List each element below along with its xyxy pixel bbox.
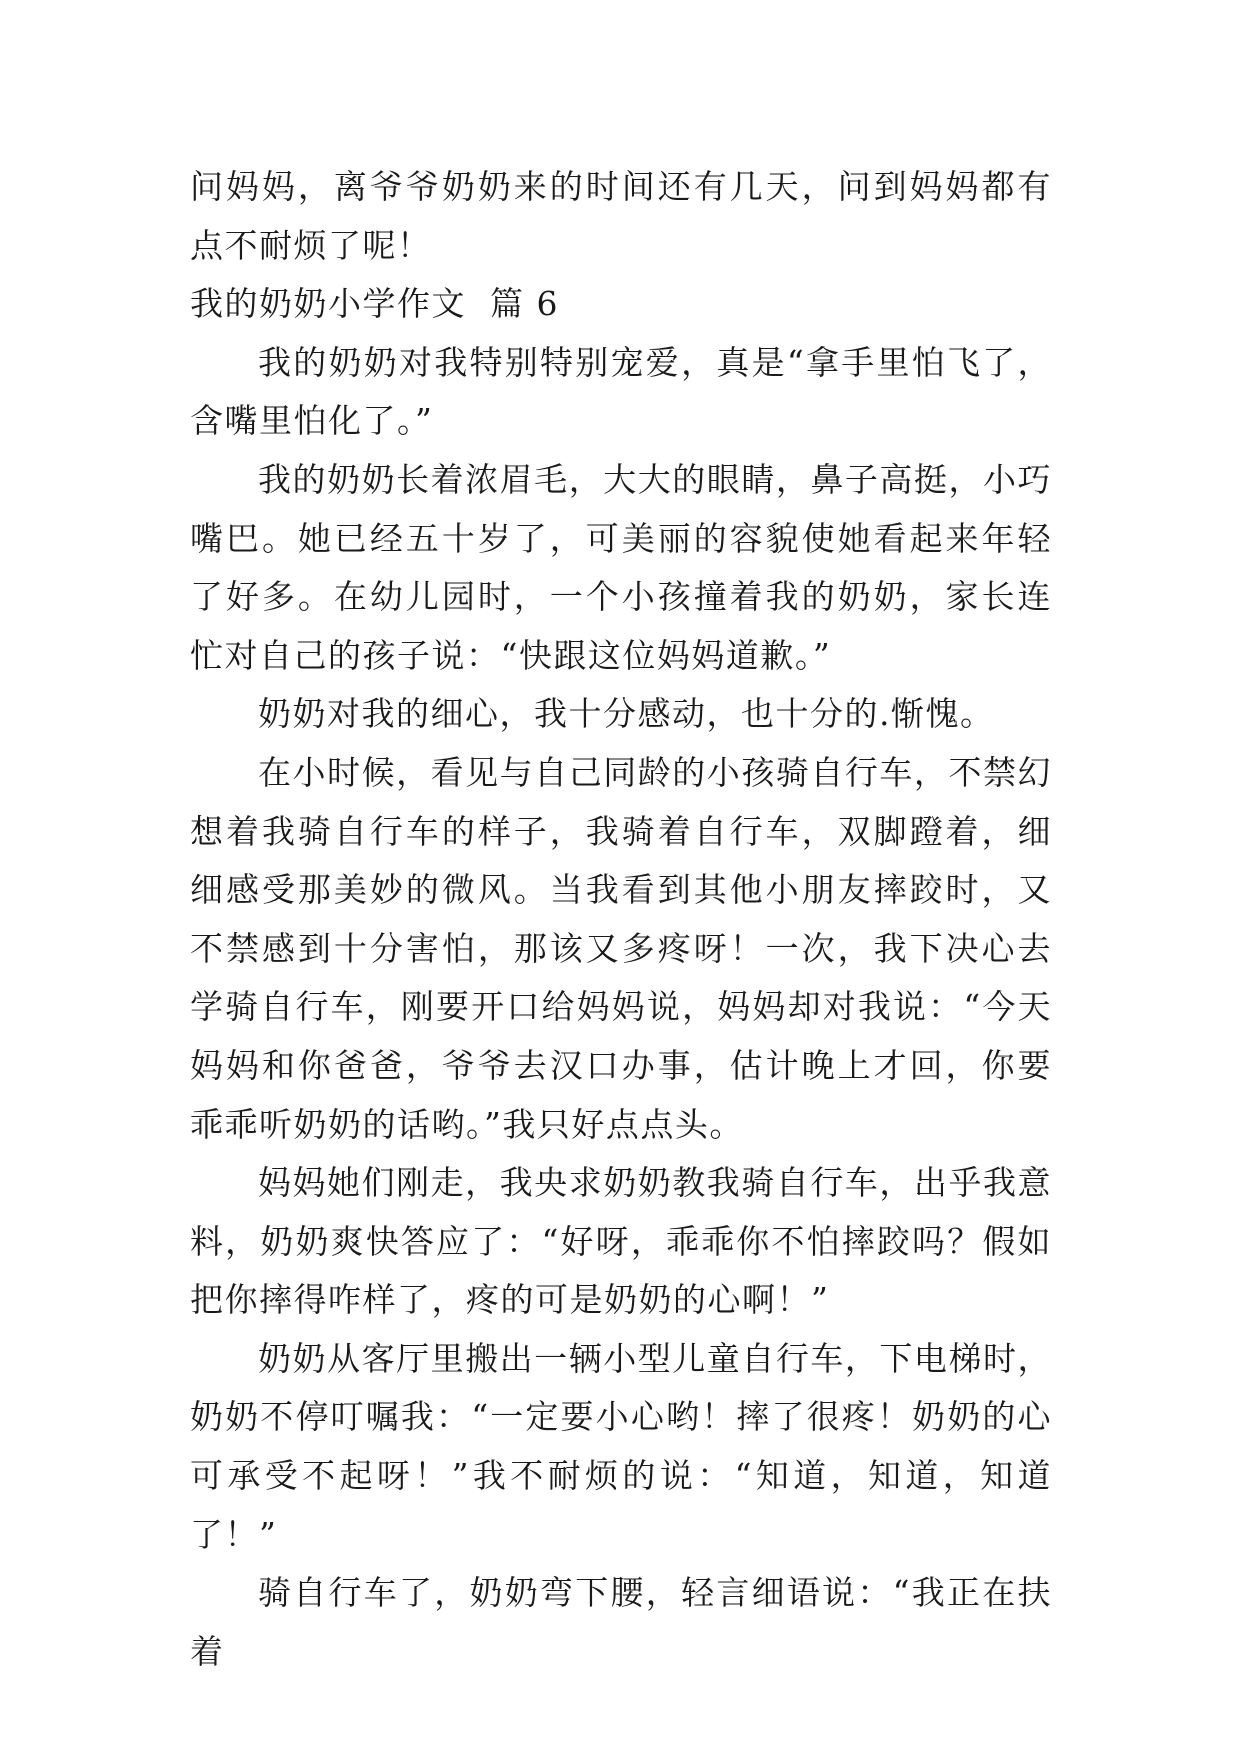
article-body <box>190 158 1052 1681</box>
article-heading: 我的奶奶小学作文 篇 6 <box>190 284 559 324</box>
paragraph: 我的奶奶长着浓眉毛，大大的眼睛，鼻子高挺，小巧嘴巴。她已经五十岁了，可美丽的容貌使她看起来年轻了好多。在幼儿园时，一个小孩撞着我的奶奶，家长连忙对自己的孩子说：“快跟这位妈妈道歉。” <box>190 459 1052 675</box>
paragraph-continuation: 问妈妈，离爷爷奶奶来的时间还有几天，问到妈妈都有点不耐烦了呢！ <box>190 167 1052 265</box>
paragraph: 在小时候，看见与自己同龄的小孩骑自行车，不禁幻想着我骑自行车的样子，我骑着自行车，双脚蹬着，细细感受那美妙的微风。当我看到其他小朋友摔跤时，又不禁感到十分害怕，那该又多疼呀！一次，我下决心去学骑自行车，刚要开口给妈妈说，妈妈却对我说：“今天妈妈和你爸爸，爷爷去汉口办事，估计晚上才回，你要乖乖听奶奶的话哟。”我只好点点头。 <box>190 752 1052 1144</box>
paragraph: 奶奶对我的细心，我十分感动，也十分的.惭愧。 <box>258 694 995 734</box>
paragraph: 我的奶奶对我特别特别宠爱，真是“拿手里怕飞了，含嘴里怕化了。” <box>190 342 1052 441</box>
paragraph: 骑自行车了，奶奶弯下腰，轻言细语说：“我正在扶着 <box>190 1573 1052 1671</box>
paragraph: 妈妈她们刚走，我央求奶奶教我骑自行车，出乎我意料，奶奶爽快答应了：“好呀，乖乖你不怕摔跤吗？假如把你摔得咋样了，疼的可是奶奶的心啊！” <box>190 1163 1052 1320</box>
paragraph: 奶奶从客厅里搬出一辆小型儿童自行车，下电梯时，奶奶不停叮嘱我：“一定要小心哟！摔了很疼！奶奶的心可承受不起呀！”我不耐烦的说：“知道，知道，知道了！” <box>190 1338 1052 1554</box>
